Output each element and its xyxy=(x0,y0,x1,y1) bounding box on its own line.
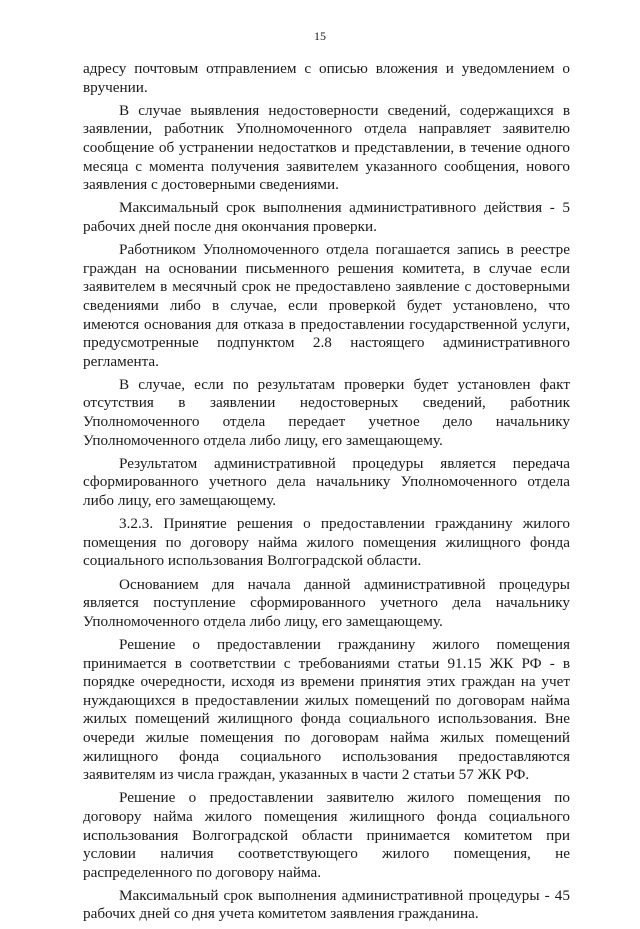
paragraph-verification-result: В случае, если по результатам проверки будет установлен факт отсутствия в заявлении недостоверных сведений, работник Уполномоченного отдела передает учетное дело начальнику Уполномоченного отдела либо лицу, его замещающему. xyxy=(83,375,570,449)
document-body xyxy=(83,60,570,929)
paragraph-decision-condition: Решение о предоставлении заявителю жилого помещения по договору найма жилого помещения жилищного фонда социального использования Волгоградской области принимается комитетом при условии наличия соответствующего жилого помещения, не распределенного по договору найма. xyxy=(83,789,570,881)
paragraph-procedure-result: Результатом административной процедуры является передача сформированного учетного дела начальнику Уполномоченного отдела либо лицу, его замещающему. xyxy=(83,454,570,510)
paragraph-procedure-basis: Основанием для начала данной административной процедуры является поступление сформированного учетного дела начальнику Уполномоченного отдела либо лицу, его замещающему. xyxy=(83,575,570,630)
paragraph-continuation: адресу почтовым отправлением с описью вложения и уведомлением о вручении. xyxy=(83,60,570,96)
paragraph-decision-order: Решение о предоставлении гражданину жилого помещения принимается в соответствии с требованиями статьи 91.15 ЖК РФ - в порядке очередности, исходя из времени принятия этих граждан на учет нуждающихся в предоставлении жилых помещений по договорам найма жилых помещений жилищного фонда социального использования. Вне очереди жилые помещения по договорам найма жилых помещений жилищного фонда социального использования предоставляются заявителям из числа граждан, указанных в части 2 статьи 57 ЖК РФ. xyxy=(83,635,570,784)
paragraph-invalid-data: В случае выявления недостоверности сведений, содержащихся в заявлении, работник Уполномоченного отдела направляет заявителю сообщение об устранении недостатков и представлении, в течение одного месяца с момента получения заявителем указанного сообщения, нового заявления с достоверными сведениями. xyxy=(83,101,570,194)
paragraph-procedure-deadline: Максимальный срок выполнения административной процедуры - 45 рабочих дней со дня учета комитетом заявления гражданина. xyxy=(83,886,570,923)
paragraph-registry-removal: Работником Уполномоченного отдела погашается запись в реестре граждан на основании письменного решения комитета, в случае если заявителем в месячный срок не предоставлено заявление с достоверными сведениями либо в случае, если проверкой будет установлено, что имеются основания для отказа в предоставлении государственной услуги, предусмотренные подпунктом 2.8 настоящего административного регламента. xyxy=(83,241,570,370)
page-number: 15 xyxy=(314,29,326,43)
section-heading-3-2-3: 3.2.3. Принятие решения о предоставлении гражданину жилого помещения по договору найма жилого помещения жилищного фонда социального использования Волгоградской области. xyxy=(83,515,570,570)
paragraph-action-deadline: Максимальный срок выполнения административного действия - 5 рабочих дней после дня окончания проверки. xyxy=(83,199,570,235)
